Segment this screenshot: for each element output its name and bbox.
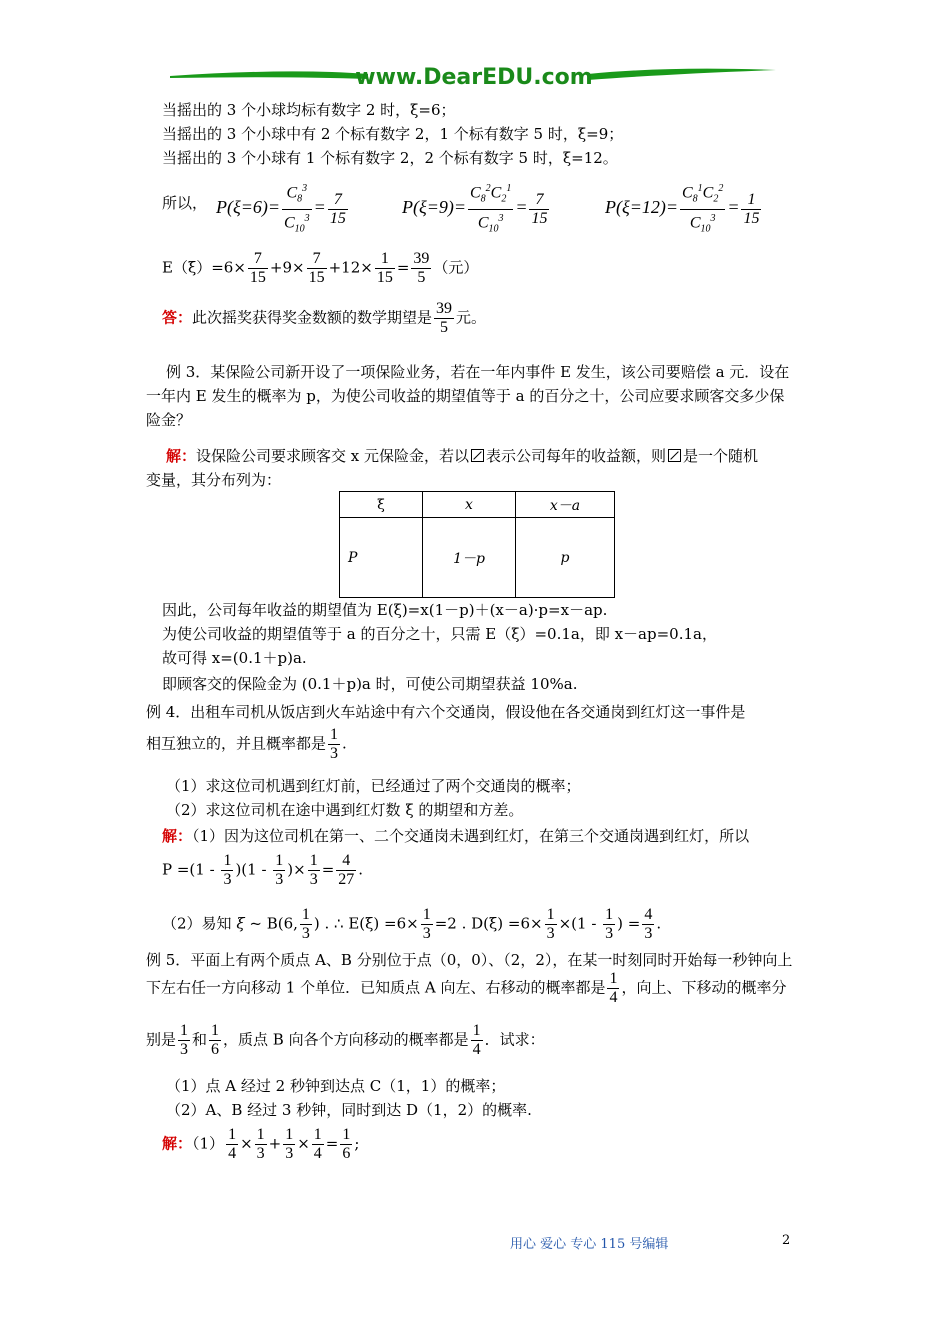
table-cell: x－a [516,492,615,518]
ex5-line: （1）点 A 经过 2 秒钟到达点 C（1，1）的概率； [166,1077,506,1095]
text-line: 为使公司收益的期望值等于 a 的百分之十，只需 E（ξ）=0.1a，即 x－ap=0.1a， [162,625,717,643]
table-cell: 1－p [423,518,516,598]
sol3-line: 解：设保险公司要求顾客交 x 元保险金，若以 表示公司每年的收益额，则 是一个随机 [166,447,759,465]
text-line: 即顾客交的保险金为 (0.1＋p)a 时，可使公司期望获益 10%a. [162,675,578,693]
table-cell: p [516,518,615,598]
left-swoosh [170,71,368,79]
table-row [340,492,615,518]
logo-text: www.DearEDU.com [355,65,593,90]
formula-expectation: E（ξ）=6× $\frac{7}{15}$ +9× $\frac{7}{15}$ +12× $\frac{1}{15}$ = $\frac{39}{5}$ （元） [162,250,479,286]
ex3-line: 例 3．某保险公司新开设了一项保险业务，若在一年内事件 E 发生，该公司要赔偿 a 元．设在 [166,363,790,381]
page-number: 2 [782,1233,791,1248]
placeholder-box-icon [471,449,484,462]
sol3-line: 变量，其分布列为： [146,471,282,489]
right-swoosh [588,69,776,80]
footer-text: 用心 爱心 专心 115 号编辑 [510,1237,669,1252]
ex3-line: 险金？ [146,411,192,429]
ex5-line: 例 5．平面上有两个质点 A、B 分别位于点（0，0）、（2，2），在某一时刻同时开始每一秒钟向上 [146,951,793,969]
text-line: 当摇出的 3 个小球中有 2 个标有数字 2，1 个标有数字 5 时，ξ=9； [162,125,624,143]
table-cell: x [423,492,516,518]
answer-label: 答： [162,308,193,327]
table-cell: ξ [340,492,423,518]
table-cell: P [340,518,423,598]
ex5-line: 下左右任一方向移动 1 个单位．已知质点 A 向左、右移动的概率都是 $\frac{1}{4}$ ，向上、下移动的概率分 [146,970,787,1006]
formula-p9: P(ξ=9)= $\frac{C_8^2C_2^1}{C_{10}^3}$ = $\frac{7}{15}$ [402,180,551,238]
formula-sol5-1: 解：（1） $\frac{1}{4}$ × $\frac{1}{3}$ + $\frac{1}{3}$ × $\frac{1}{4}$ = $\frac{1}{6}$ ; [162,1126,360,1162]
table-row [340,518,615,598]
formula-p12: P(ξ=12)= $\frac{C_8^1C_2^2}{C_{10}^3}$ = $\frac{1}{15}$ [605,180,763,238]
ex4-line: 例 4．出租车司机从饭店到火车站途中有六个交通岗，假设他在各交通岗到红灯这一事件是 [146,703,746,721]
header-banner [168,62,780,92]
suoyi: 所以， [162,194,208,212]
sol4-line: 解：（1）因为这位司机在第一、二个交通岗未遇到红灯，在第三个交通岗遇到红灯，所以 [162,827,750,845]
formula-p6: P(ξ=6)= $\frac{C_8^3}{C_{10}^3}$ = $\frac{7}{15}$ [216,180,350,238]
answer-line: 答：此次摇奖获得奖金数额的数学期望是 $\frac{39}{5}$ 元。 [162,300,487,336]
text-line: 当摇出的 3 个小球均标有数字 2 时，ξ=6； [162,101,456,119]
distribution-table [339,491,615,598]
ex5-line: （2）A、B 经过 3 秒钟，同时到达 D（1，2）的概率. [166,1101,532,1119]
ex3-line: 一年内 E 发生的概率为 p，为使公司收益的期望值等于 a 的百分之十，公司应要求顾客交多少保 [146,387,785,405]
ex4-line: 相互独立的，并且概率都是 $\frac{1}{3}$ . [146,726,347,762]
ex4-line: （1）求这位司机遇到红灯前，已经通过了两个交通岗的概率； [166,777,581,795]
placeholder-box-icon [668,449,681,462]
formula-sol4-2: （2）易知 ξ ~ B(6, $\frac{1}{3}$ ) . ∴ E(ξ) =6× $\frac{1}{3}$ =2 . D(ξ) =6× $\frac{1}{3}$ ×(1 - $\frac{1}{3}$ ) = $\frac{4}{3}$ . [162,906,662,942]
ex5-line: 别是 $\frac{1}{3}$ 和 $\frac{1}{6}$ ，质点 B 向各个方向移动的概率都是 $\frac{1}{4}$ ．试求： [146,1022,545,1058]
formula-sol4-1: P =(1 - $\frac{1}{3}$ )(1 - $\frac{1}{3}$ )× $\frac{1}{3}$ = $\frac{4}{27}$ . [162,852,364,888]
text-line: 故可得 x=(0.1＋p)a. [162,649,307,667]
ex4-line: （2）求这位司机在途中遇到红灯数 ξ 的期望和方差。 [166,801,524,819]
text-line: 因此，公司每年收益的期望值为 E(ξ)=x(1－p)＋(x－a)·p=x－ap. [162,601,608,619]
text-line: 当摇出的 3 个小球有 1 个标有数字 2，2 个标有数字 5 时，ξ=12。 [162,149,618,167]
